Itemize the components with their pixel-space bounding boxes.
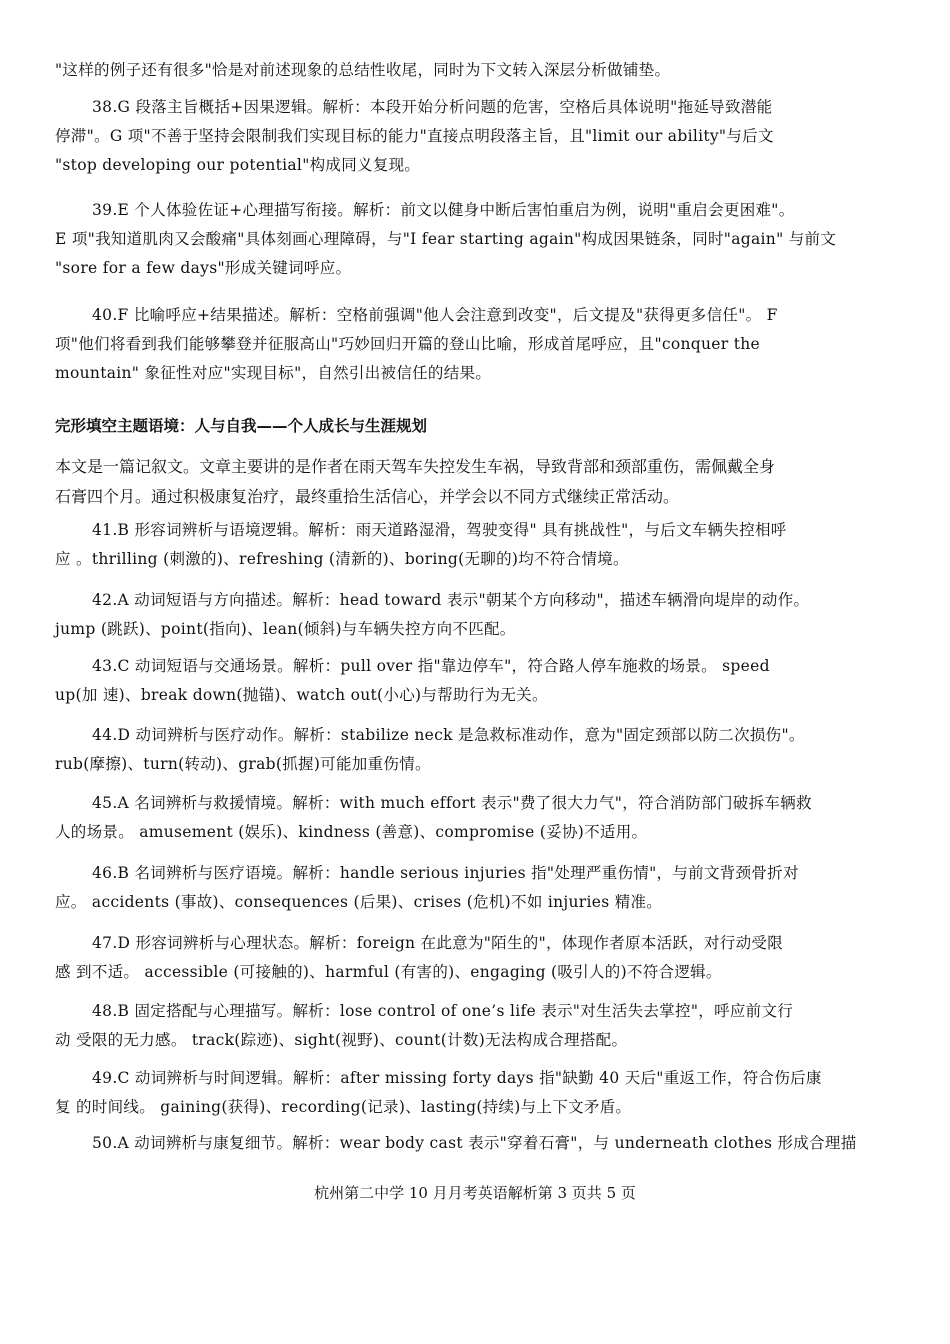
text-line: "stop developing our potential"构成同义复现。 [55, 156, 421, 174]
text-line: 应 。thrilling (刺激的)、refreshing (清新的)、boring(无聊的)均不符合情境。 [55, 550, 629, 568]
intro-paragraph [55, 56, 895, 85]
answer-40 [55, 301, 895, 388]
text-line: 感 到不适。 accessible (可接触的)、harmful (有害的)、engaging (吸引人的)不符合逻辑。 [55, 963, 722, 981]
text-line: 49.C 动词辨析与时间逻辑。解析：after missing forty days 指"缺勤 40 天后"重返工作，符合伤后康 [92, 1069, 822, 1087]
text-line: 45.A 名词辨析与救援情境。解析：with much effort 表示"费了很大力气"，符合消防部门破拆车辆救 [92, 794, 812, 812]
text-line: 48.B 固定搭配与心理描写。解析：lose control of one’s life 表示"对生活失去掌控"，呼应前文行 [92, 1002, 794, 1020]
answer-39 [55, 196, 895, 283]
page-footer: 杭州第二中学 10 月月考英语解析第 3 页共 5 页 [314, 1184, 636, 1202]
text-line: 项"他们将看到我们能够攀登并征服高山"巧妙回归开篇的登山比喻，形成首尾呼应，且"conquer the [55, 335, 760, 353]
passage-summary [55, 452, 905, 512]
answer-38 [55, 93, 895, 180]
answer-49 [55, 1064, 895, 1122]
answer-43 [55, 652, 895, 710]
answer-47 [55, 929, 895, 987]
answer-46 [55, 859, 895, 917]
text-line: 47.D 形容词辨析与心理状态。解析：foreign 在此意为"陌生的"，体现作者原本活跃，对行动受限 [92, 934, 784, 952]
text-line: 本文是一篇记叙文。文章主要讲的是作者在雨天驾车失控发生车祸，导致背部和颈部重伤，需佩戴全身 [55, 457, 776, 476]
text-line: 石膏四个月。通过积极康复治疗，最终重拾生活信心，并学会以不同方式继续正常活动。 [55, 487, 680, 506]
text-line: 动 受限的无力感。 track(踪迹)、sight(视野)、count(计数)无法构成合理搭配。 [55, 1031, 628, 1049]
text-line: 应。 accidents (事故)、consequences (后果)、crises (危机)不如 injuries 精准。 [55, 893, 663, 911]
text-line: mountain" 象征性对应"实现目标"，自然引出被信任的结果。 [55, 364, 492, 382]
text-line: 人的场景。 amusement (娱乐)、kindness (善意)、compromise (妥协)不适用。 [55, 823, 648, 841]
text-line: 41.B 形容词辨析与语境逻辑。解析：雨天道路湿滑，驾驶变得" 具有挑战性"，与后文车辆失控相呼 [92, 521, 787, 539]
text-line: "这样的例子还有很多"恰是对前述现象的总结性收尾，同时为下文转入深层分析做铺垫。 [55, 61, 671, 79]
text-line: 39.E 个人体验佐证+心理描写衔接。解析：前文以健身中断后害怕重启为例，说明"重启会更困难"。 [92, 201, 795, 219]
answer-50 [55, 1129, 895, 1158]
text-line: 复 的时间线。 gaining(获得)、recording(记录)、lasting(持续)与上下文矛盾。 [55, 1098, 632, 1116]
text-line: 42.A 动词短语与方向描述。解析：head toward 表示"朝某个方向移动"，描述车辆滑向堤岸的动作。 [92, 591, 810, 609]
text-line: 44.D 动词辨析与医疗动作。解析：stabilize neck 是急救标准动作，意为"固定颈部以防二次损伤"。 [92, 726, 805, 744]
answer-44 [55, 721, 895, 779]
section-heading: 完形填空主题语境：人与自我——个人成长与生涯规划 [55, 417, 428, 435]
answer-41 [55, 516, 895, 574]
answer-48 [55, 997, 895, 1055]
text-line: 50.A 动词辨析与康复细节。解析：wear body cast 表示"穿着石膏"，与 underneath clothes 形成合理描 [92, 1134, 857, 1152]
answer-42 [55, 586, 895, 644]
answer-45 [55, 789, 895, 847]
text-line: jump (跳跃)、point(指向)、lean(倾斜)与车辆失控方向不匹配。 [55, 620, 516, 638]
text-line: 40.F 比喻呼应+结果描述。解析：空格前强调"他人会注意到改变"，后文提及"获得更多信任"。 F [92, 306, 778, 324]
text-line: 38.G 段落主旨概括+因果逻辑。解析：本段开始分析问题的危害，空格后具体说明"拖延导致潜能 [92, 98, 773, 116]
text-line: 46.B 名词辨析与医疗语境。解析：handle serious injuries 指"处理严重伤情"，与前文背颈骨折对 [92, 864, 799, 882]
text-line: 停滞"。G 项"不善于坚持会限制我们实现目标的能力"直接点明段落主旨，且"limit our ability"与后文 [55, 127, 774, 145]
text-line: rub(摩擦)、turn(转动)、grab(抓握)可能加重伤情。 [55, 755, 431, 773]
text-line: "sore for a few days"形成关键词呼应。 [55, 259, 352, 277]
text-line: 43.C 动词短语与交通场景。解析：pull over 指"靠边停车"，符合路人停车施救的场景。 speed [92, 657, 770, 675]
text-line: E 项"我知道肌肉又会酸痛"具体刻画心理障碍，与"I fear starting again"构成因果链条，同时"again" 与前文 [55, 230, 837, 248]
text-line: up(加 速)、break down(抛锚)、watch out(小心)与帮助行为无关。 [55, 686, 548, 704]
